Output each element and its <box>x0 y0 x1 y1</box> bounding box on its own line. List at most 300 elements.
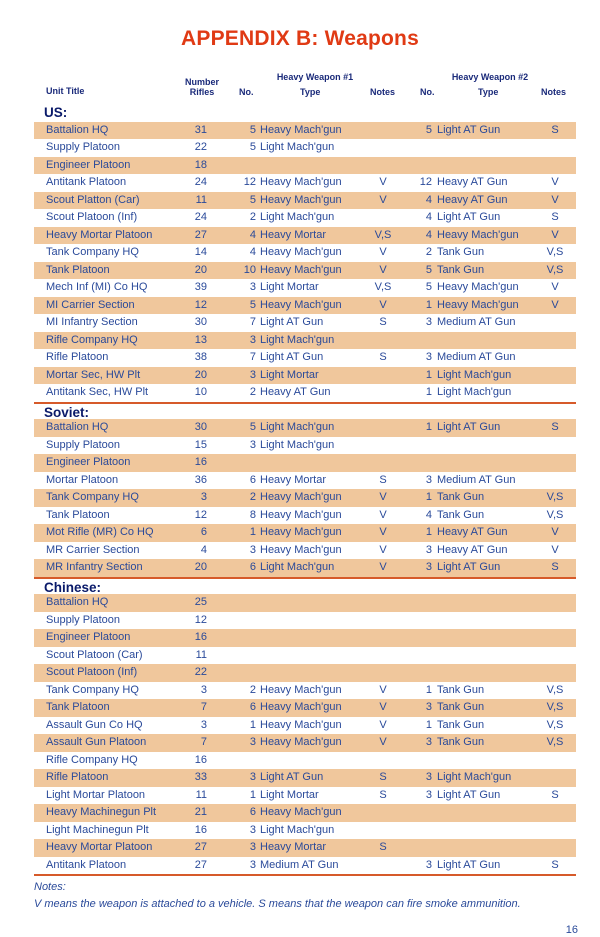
hw1-number-cell: 5 <box>249 141 256 153</box>
rifles-cell: 14 <box>194 246 207 258</box>
unit-title-cell: Supply Platoon <box>46 438 120 451</box>
hw2-type-cell: Light AT Gun <box>437 123 501 136</box>
hw1-notes-cell: S <box>379 316 387 328</box>
hw2-number-cell: 1 <box>425 421 432 433</box>
hw2-number-cell: 3 <box>425 736 432 748</box>
table-row <box>34 349 576 367</box>
hw2-number-cell: 1 <box>425 386 432 398</box>
hw1-number-cell: 3 <box>249 736 256 748</box>
hw1-number-cell: 3 <box>249 543 256 556</box>
hw1-notes-cell: V <box>379 176 387 188</box>
col-header-heavy-weapon-1: Heavy Weapon #1 <box>276 72 354 82</box>
hw1-number-cell: 3 <box>249 823 256 836</box>
rifles-cell: 11 <box>195 648 207 661</box>
table-row <box>34 822 576 840</box>
hw1-notes-cell: V <box>379 298 387 311</box>
hw1-notes-cell: S <box>379 788 387 801</box>
page-number: 16 <box>565 924 578 936</box>
table-row <box>34 279 576 297</box>
hw1-number-cell: 5 <box>249 298 256 311</box>
hw1-notes-cell: V <box>379 718 387 731</box>
table-row <box>34 752 576 770</box>
hw2-notes-cell: V,S <box>546 508 564 521</box>
hw2-number-cell: 1 <box>425 683 432 696</box>
hw2-number-cell: 3 <box>425 543 432 556</box>
hw2-number-cell: 3 <box>425 351 432 363</box>
hw2-notes-cell: V,S <box>546 246 564 258</box>
hw1-number-cell: 6 <box>249 561 256 573</box>
table-row <box>34 437 576 455</box>
col-header-notes-1: Notes <box>370 87 396 97</box>
rifles-cell: 27 <box>194 841 207 853</box>
table-row <box>34 559 576 577</box>
col-header-no-1: No. <box>239 87 254 97</box>
hw2-notes-cell: V,S <box>546 701 564 713</box>
table-row <box>34 804 576 822</box>
hw2-number-cell: 1 <box>425 526 432 538</box>
hw2-number-cell: 4 <box>425 211 432 223</box>
hw2-type-cell: Heavy Mach'gun <box>437 298 519 311</box>
hw2-number-cell: 1 <box>425 368 432 381</box>
table-row <box>34 314 576 332</box>
hw1-number-cell: 5 <box>249 193 256 206</box>
table-row <box>34 647 576 665</box>
table-row <box>34 209 576 227</box>
hw2-number-cell: 1 <box>425 298 432 311</box>
unit-title-cell: Battalion HQ <box>46 596 109 608</box>
unit-title-cell: Antitank Sec, HW Plt <box>46 386 149 398</box>
rifles-cell: 11 <box>195 788 207 801</box>
hw1-number-cell: 3 <box>249 438 256 451</box>
hw1-type-cell: Light AT Gun <box>260 351 324 363</box>
rifles-cell: 12 <box>194 298 207 311</box>
unit-title-cell: Battalion HQ <box>46 421 109 433</box>
hw2-number-cell: 2 <box>425 246 432 258</box>
col-header-type-1: Type <box>300 87 321 97</box>
rifles-cell: 7 <box>200 736 207 748</box>
hw1-type-cell: Heavy Mach'gun <box>260 298 342 311</box>
table-row <box>34 699 576 717</box>
table-row <box>34 419 576 437</box>
hw2-type-cell: Tank Gun <box>437 263 485 276</box>
hw2-type-cell: Heavy AT Gun <box>437 176 508 188</box>
table-row <box>34 122 576 140</box>
hw2-number-cell: 3 <box>425 771 432 783</box>
hw2-type-cell: Tank Gun <box>437 246 485 258</box>
hw2-notes-cell: S <box>551 788 559 801</box>
table-row <box>34 664 576 682</box>
hw2-type-cell: Medium AT Gun <box>437 316 516 328</box>
rifles-cell: 18 <box>194 158 207 171</box>
col-header-no-2: No. <box>420 87 435 97</box>
table-row <box>34 717 576 735</box>
hw2-number-cell: 4 <box>425 193 432 206</box>
hw2-notes-cell: V,S <box>546 491 564 503</box>
unit-title-cell: Light Machinegun Plt <box>46 823 149 836</box>
hw1-type-cell: Light Mach'gun <box>260 823 335 836</box>
hw1-number-cell: 5 <box>249 421 256 433</box>
rifles-cell: 36 <box>194 473 207 486</box>
hw2-type-cell: Heavy Mach'gun <box>437 228 519 241</box>
hw1-type-cell: Heavy Mach'gun <box>260 526 342 538</box>
hw2-number-cell: 1 <box>425 491 432 503</box>
hw2-notes-cell: S <box>551 858 559 871</box>
table-row <box>34 139 576 157</box>
hw1-type-cell: Heavy Mortar <box>260 228 327 241</box>
unit-title-cell: Tank Company HQ <box>46 246 139 258</box>
hw2-type-cell: Tank Gun <box>437 491 485 503</box>
unit-title-cell: Tank Company HQ <box>46 683 139 696</box>
hw1-notes-cell: V <box>379 736 387 748</box>
notes-text: V means the weapon is attached to a vehicle. S means that the weapon can fire smoke ammunition. <box>34 898 521 910</box>
rifles-cell: 22 <box>194 666 207 678</box>
rifles-cell: 33 <box>194 771 207 783</box>
rifles-cell: 31 <box>194 123 207 136</box>
unit-title-cell: Engineer Platoon <box>46 456 131 468</box>
col-header-number-rifles: Number Rifles <box>184 77 219 97</box>
hw1-number-cell: 3 <box>249 841 256 853</box>
rifles-cell: 20 <box>194 368 207 381</box>
hw2-type-cell: Light AT Gun <box>437 788 501 801</box>
unit-title-cell: Tank Platoon <box>46 508 110 521</box>
hw1-notes-cell: S <box>379 771 387 783</box>
hw2-number-cell: 3 <box>425 561 432 573</box>
table-row <box>34 157 576 175</box>
rifles-cell: 7 <box>200 701 207 713</box>
hw2-notes-cell: V <box>551 176 559 188</box>
hw1-number-cell: 2 <box>249 683 256 696</box>
unit-title-cell: Mortar Platoon <box>46 473 119 486</box>
table-row <box>34 769 576 787</box>
table-row <box>34 227 576 245</box>
hw1-type-cell: Heavy Mach'gun <box>260 123 342 136</box>
table-row <box>34 787 576 805</box>
hw2-number-cell: 3 <box>425 473 432 486</box>
hw2-type-cell: Light AT Gun <box>437 561 501 573</box>
col-header-unit-title: Unit Title <box>46 86 85 96</box>
hw2-type-cell: Light AT Gun <box>437 421 501 433</box>
unit-title-cell: Supply Platoon <box>46 141 120 153</box>
hw2-notes-cell: S <box>551 561 559 573</box>
hw1-type-cell: Light Mach'gun <box>260 211 335 223</box>
hw1-type-cell: Light Mach'gun <box>260 421 335 433</box>
hw2-number-cell: 1 <box>425 718 432 731</box>
unit-title-cell: Mot Rifle (MR) Co HQ <box>46 526 154 538</box>
hw1-type-cell: Heavy Mach'gun <box>260 736 342 748</box>
hw1-number-cell: 2 <box>249 211 256 223</box>
hw1-type-cell: Heavy Mach'gun <box>260 263 342 276</box>
hw2-type-cell: Heavy AT Gun <box>437 193 508 206</box>
hw2-number-cell: 4 <box>425 508 432 521</box>
unit-title-cell: Heavy Mortar Platoon <box>46 228 153 241</box>
hw1-notes-cell: S <box>379 473 387 486</box>
unit-title-cell: Engineer Platoon <box>46 631 131 643</box>
hw1-notes-cell: S <box>379 841 387 853</box>
unit-title-cell: MR Carrier Section <box>46 543 140 556</box>
rifles-cell: 16 <box>194 631 207 643</box>
unit-title-cell: Scout Platton (Car) <box>46 193 140 206</box>
hw1-notes-cell: V <box>379 246 387 258</box>
hw1-notes-cell: V <box>379 526 387 538</box>
rifles-cell: 3 <box>200 491 207 503</box>
hw1-notes-cell: V <box>379 543 387 556</box>
unit-title-cell: Supply Platoon <box>46 613 120 626</box>
hw1-type-cell: Light AT Gun <box>260 771 324 783</box>
hw1-type-cell: Light Mach'gun <box>260 333 335 346</box>
hw1-type-cell: Medium AT Gun <box>260 858 339 871</box>
hw2-notes-cell: S <box>551 123 559 136</box>
hw1-type-cell: Heavy Mach'gun <box>260 806 342 818</box>
hw2-notes-cell: V,S <box>546 263 564 276</box>
hw1-type-cell: Light Mach'gun <box>260 141 335 153</box>
section-heading: Soviet: <box>34 402 576 420</box>
hw1-notes-cell: V <box>379 491 387 503</box>
hw1-number-cell: 3 <box>249 333 256 346</box>
unit-title-cell: MI Infantry Section <box>46 316 138 328</box>
col-header-notes-2: Notes <box>541 87 567 97</box>
hw1-notes-cell: V <box>379 683 387 696</box>
col-header-type-2: Type <box>478 87 499 97</box>
rifles-cell: 21 <box>194 806 207 818</box>
rifles-cell: 39 <box>194 281 207 293</box>
unit-title-cell: Rifle Platoon <box>46 771 109 783</box>
unit-title-cell: Tank Company HQ <box>46 491 139 503</box>
unit-title-cell: Rifle Platoon <box>46 351 109 363</box>
hw2-number-cell: 3 <box>425 701 432 713</box>
unit-title-cell: Mech Inf (MI) Co HQ <box>46 281 148 293</box>
table-row <box>34 542 576 560</box>
hw2-type-cell: Tank Gun <box>437 683 485 696</box>
hw1-number-cell: 7 <box>249 316 256 328</box>
table-row <box>34 594 576 612</box>
hw2-number-cell: 5 <box>425 123 432 136</box>
hw1-type-cell: Heavy Mach'gun <box>260 718 342 731</box>
rifles-cell: 13 <box>194 333 207 346</box>
hw2-number-cell: 12 <box>419 176 432 188</box>
hw1-type-cell: Heavy Mach'gun <box>260 193 342 206</box>
notes-label: Notes: <box>34 881 66 893</box>
table-row <box>34 489 576 507</box>
unit-title-cell: Assault Gun Platoon <box>46 736 147 748</box>
unit-title-cell: Heavy Mortar Platoon <box>46 841 153 853</box>
hw1-notes-cell: V <box>379 263 387 276</box>
table-row <box>34 332 576 350</box>
hw1-number-cell: 4 <box>249 228 256 241</box>
hw2-number-cell: 5 <box>425 263 432 276</box>
unit-title-cell: Tank Platoon <box>46 701 110 713</box>
section-heading: US: <box>44 105 68 120</box>
hw2-number-cell: 4 <box>425 228 432 241</box>
hw1-type-cell: Light Mach'gun <box>260 561 335 573</box>
hw2-type-cell: Light AT Gun <box>437 211 501 223</box>
hw2-notes-cell: V <box>551 543 559 556</box>
hw1-number-cell: 12 <box>243 176 256 188</box>
rifles-cell: 24 <box>194 176 207 188</box>
hw1-number-cell: 10 <box>243 263 256 276</box>
rifles-cell: 3 <box>200 683 207 696</box>
unit-title-cell: MR Infantry Section <box>46 561 143 573</box>
unit-title-cell: Rifle Company HQ <box>46 753 138 766</box>
unit-title-cell: Assault Gun Co HQ <box>46 718 143 731</box>
rifles-cell: 20 <box>194 561 207 573</box>
section-heading: Chinese: <box>34 577 576 595</box>
rifles-cell: 38 <box>194 351 207 363</box>
hw2-type-cell: Heavy AT Gun <box>437 526 508 538</box>
hw1-number-cell: 3 <box>249 771 256 783</box>
unit-title-cell: Tank Platoon <box>46 263 110 276</box>
hw2-number-cell: 3 <box>425 858 432 871</box>
hw1-number-cell: 6 <box>249 473 256 486</box>
rifles-cell: 6 <box>200 526 207 538</box>
table-row <box>34 454 576 472</box>
hw1-number-cell: 6 <box>249 806 256 818</box>
hw1-type-cell: Light Mortar <box>260 368 319 381</box>
rifles-cell: 30 <box>194 421 207 433</box>
hw2-notes-cell: V,S <box>546 683 564 696</box>
unit-title-cell: Mortar Sec, HW Plt <box>46 368 141 381</box>
hw1-type-cell: Heavy Mach'gun <box>260 246 342 258</box>
table-row <box>34 297 576 315</box>
hw1-notes-cell: V <box>379 701 387 713</box>
rifles-cell: 27 <box>194 858 207 871</box>
table-row <box>34 629 576 647</box>
hw1-notes-cell: S <box>379 351 387 363</box>
hw1-type-cell: Heavy Mortar <box>260 473 327 486</box>
hw2-notes-cell: S <box>551 211 559 223</box>
rifles-cell: 15 <box>194 438 207 451</box>
hw1-notes-cell: V <box>379 193 387 206</box>
hw1-number-cell: 7 <box>249 351 256 363</box>
weapons-table <box>34 104 576 876</box>
rifles-cell: 25 <box>194 596 207 608</box>
hw2-notes-cell: V <box>551 298 559 311</box>
unit-title-cell: Antitank Platoon <box>46 858 127 871</box>
hw2-number-cell: 3 <box>425 788 432 801</box>
hw1-type-cell: Light Mortar <box>260 281 319 293</box>
hw1-type-cell: Heavy Mach'gun <box>260 683 342 696</box>
hw2-type-cell: Tank Gun <box>437 508 485 521</box>
hw2-notes-cell: V <box>551 193 559 206</box>
table-row <box>34 839 576 857</box>
rifles-cell: 11 <box>195 193 207 206</box>
hw1-notes-cell: V,S <box>374 228 392 241</box>
hw1-number-cell: 8 <box>249 508 256 521</box>
hw2-type-cell: Heavy AT Gun <box>437 543 508 556</box>
hw2-notes-cell: V <box>551 526 559 538</box>
rifles-cell: 3 <box>200 718 207 731</box>
unit-title-cell: MI Carrier Section <box>46 298 135 311</box>
hw2-notes-cell: S <box>551 421 559 433</box>
hw2-notes-cell: V,S <box>546 736 564 748</box>
hw2-type-cell: Tank Gun <box>437 736 485 748</box>
hw1-type-cell: Heavy Mach'gun <box>260 701 342 713</box>
hw1-number-cell: 3 <box>249 368 256 381</box>
rifles-cell: 16 <box>194 823 207 836</box>
page-title: APPENDIX B: Weapons <box>181 27 419 50</box>
unit-title-cell: Scout Platoon (Inf) <box>46 211 138 223</box>
hw1-number-cell: 2 <box>249 386 256 398</box>
unit-title-cell: Light Mortar Platoon <box>46 788 146 801</box>
hw2-type-cell: Medium AT Gun <box>437 473 516 486</box>
hw1-notes-cell: V,S <box>374 281 392 293</box>
hw2-type-cell: Medium AT Gun <box>437 351 516 363</box>
rifles-cell: 20 <box>194 263 207 276</box>
hw2-type-cell: Light AT Gun <box>437 858 501 871</box>
hw1-number-cell: 3 <box>249 281 256 293</box>
rifles-cell: 12 <box>194 508 207 521</box>
unit-title-cell: Battalion HQ <box>46 123 109 136</box>
hw1-notes-cell: V <box>379 508 387 521</box>
table-row <box>34 524 576 542</box>
rifles-cell: 27 <box>194 228 207 241</box>
table-row <box>34 192 576 210</box>
hw1-type-cell: Heavy Mach'gun <box>260 176 342 188</box>
table-row <box>34 507 576 525</box>
unit-title-cell: Scout Platoon (Inf) <box>46 666 138 678</box>
table-row <box>34 244 576 262</box>
hw2-notes-cell: V,S <box>546 718 564 731</box>
table-row <box>34 174 576 192</box>
hw2-type-cell: Light Mach'gun <box>437 386 512 398</box>
table-row <box>34 612 576 630</box>
hw1-number-cell: 2 <box>249 491 256 503</box>
hw1-number-cell: 5 <box>249 123 256 136</box>
hw1-notes-cell: V <box>379 561 387 573</box>
hw1-type-cell: Light AT Gun <box>260 316 324 328</box>
table-bottom-rule <box>34 874 576 876</box>
rifles-cell: 10 <box>194 386 207 398</box>
hw1-type-cell: Heavy Mortar <box>260 841 327 853</box>
table-row <box>34 734 576 752</box>
hw1-type-cell: Heavy Mach'gun <box>260 508 342 521</box>
hw2-notes-cell: V <box>551 228 559 241</box>
rifles-cell: 16 <box>194 456 207 468</box>
hw1-type-cell: Light Mortar <box>260 788 319 801</box>
hw1-type-cell: Light Mach'gun <box>260 438 335 451</box>
hw1-number-cell: 6 <box>249 701 256 713</box>
hw1-type-cell: Heavy Mach'gun <box>260 491 342 503</box>
rifles-cell: 4 <box>200 543 207 556</box>
hw1-type-cell: Heavy AT Gun <box>260 386 331 398</box>
rifles-cell: 22 <box>194 141 207 153</box>
hw2-type-cell: Tank Gun <box>437 701 485 713</box>
unit-title-cell: Heavy Machinegun Plt <box>46 806 157 818</box>
hw1-number-cell: 1 <box>249 526 256 538</box>
rifles-cell: 12 <box>194 613 207 626</box>
hw1-number-cell: 1 <box>249 788 256 801</box>
hw2-number-cell: 5 <box>425 281 432 293</box>
rifles-cell: 16 <box>194 753 207 766</box>
table-row <box>34 682 576 700</box>
unit-title-cell: Rifle Company HQ <box>46 333 138 346</box>
hw2-type-cell: Light Mach'gun <box>437 771 512 783</box>
rifles-cell: 30 <box>194 316 207 328</box>
hw2-type-cell: Tank Gun <box>437 718 485 731</box>
hw1-type-cell: Heavy Mach'gun <box>260 543 342 556</box>
hw2-type-cell: Light Mach'gun <box>437 368 512 381</box>
hw2-number-cell: 3 <box>425 316 432 328</box>
unit-title-cell: Antitank Platoon <box>46 176 127 188</box>
hw2-notes-cell: V <box>551 281 559 293</box>
rifles-cell: 24 <box>194 211 207 223</box>
table-row <box>34 384 576 402</box>
hw2-type-cell: Heavy Mach'gun <box>437 281 519 293</box>
col-header-heavy-weapon-2: Heavy Weapon #2 <box>451 72 529 82</box>
hw1-number-cell: 3 <box>249 858 256 871</box>
hw1-number-cell: 4 <box>249 246 256 258</box>
table-row <box>34 472 576 490</box>
hw1-number-cell: 1 <box>249 718 256 731</box>
